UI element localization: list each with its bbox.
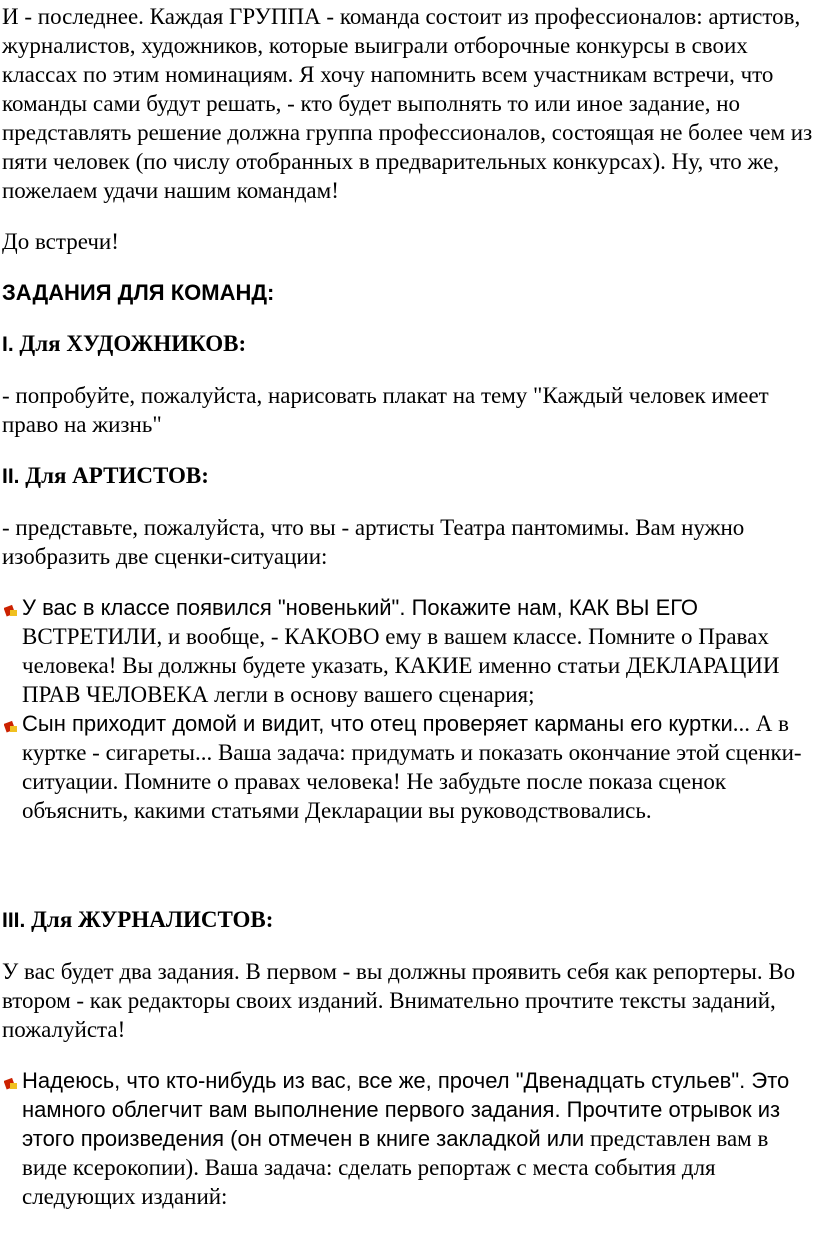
section2-roman: II. [2, 465, 20, 488]
section2-bullet-list [2, 593, 816, 825]
bullet-icon [4, 1076, 18, 1090]
section2-text: - представьте, пожалуйста, что вы - артисты Театра пантомимы. Вам нужно изобразить две сценки-ситуации: [2, 515, 745, 569]
section-artists-painters-heading [2, 329, 816, 359]
section1-roman: I. [2, 333, 14, 356]
intro-paragraph: И - последнее. Каждая ГРУППА - команда состоит из профессионалов: артистов, журналистов, художников, которые выиграли отборочные конкурсы в своих классах по этим номинациям. Я хочу напомнить всем участникам встречи, что команды сами будут решать, - кто будет выполнять то или иное задание, но представлять решение должна группа профессионалов, состоящая не более чем из пяти человек (по числу отобранных в предварительных конкурсах). Ну, что же, пожелаем удачи нашим командам! [2, 4, 813, 203]
bullet2-rest: ... А в куртке - сигареты... Ваша задача: придумать и показать окончание этой сценки-ситуации. Помните о правах человека! Не забудьте после показа сценок объяснить, какими статьями Декларации вы руководствовались. [22, 711, 802, 823]
bullet2-lead: Сын приходит домой и видит, что отец проверяет карманы его куртки [22, 711, 733, 736]
tasks-heading: ЗАДАНИЯ ДЛЯ КОМАНД: [2, 280, 275, 305]
bullet3-lead: Надеюсь, что кто-нибудь из вас, все же, прочел "Двенадцать стульев". Это намного облегчит вам выполнение первого задания. Прочтите отрывок из этого произведения (он отмечен в книге закладкой или [22, 1068, 790, 1151]
section3-bullet-list [2, 1066, 816, 1211]
list-item [2, 1066, 816, 1211]
section1-title: Для ХУДОЖНИКОВ: [13, 331, 247, 356]
section2-title: Для АРТИСТОВ: [19, 463, 209, 488]
bullet-icon [4, 603, 18, 617]
farewell-line: До встречи! [2, 229, 119, 254]
section-journalists-heading [2, 905, 816, 935]
bullet3-rest: представлен вам в виде ксерокопии). Ваша задача: сделать репортаж с места события для следующих изданий: [22, 1126, 769, 1209]
section-actors-heading [2, 461, 816, 491]
bullet1-rest: ВСТРЕТИЛИ, и вообще, - КАКОВО ему в вашем классе. Помните о Правах человека! Вы должны будете указать, КАКИЕ именно статьи ДЕКЛАРАЦИИ ПРАВ ЧЕЛОВЕКА легли в основу вашего сценария; [22, 624, 780, 707]
list-item [2, 593, 816, 709]
section1-text: - попробуйте, пожалуйста, нарисовать плакат на тему "Каждый человек имеет право на жизнь" [2, 383, 769, 437]
section3-text: У вас будет два задания. В первом - вы должны проявить себя как репортеры. Во втором - как редакторы своих изданий. Внимательно прочтите тексты заданий, пожалуйста! [2, 959, 796, 1042]
bullet1-lead: У вас в классе появился "новенький". Покажите нам, КАК ВЫ ЕГО [22, 595, 699, 620]
bullet-icon [4, 719, 18, 733]
section3-title: Для ЖУРНАЛИСТОВ: [25, 907, 274, 932]
section3-roman: III. [2, 909, 26, 932]
list-item [2, 709, 816, 825]
